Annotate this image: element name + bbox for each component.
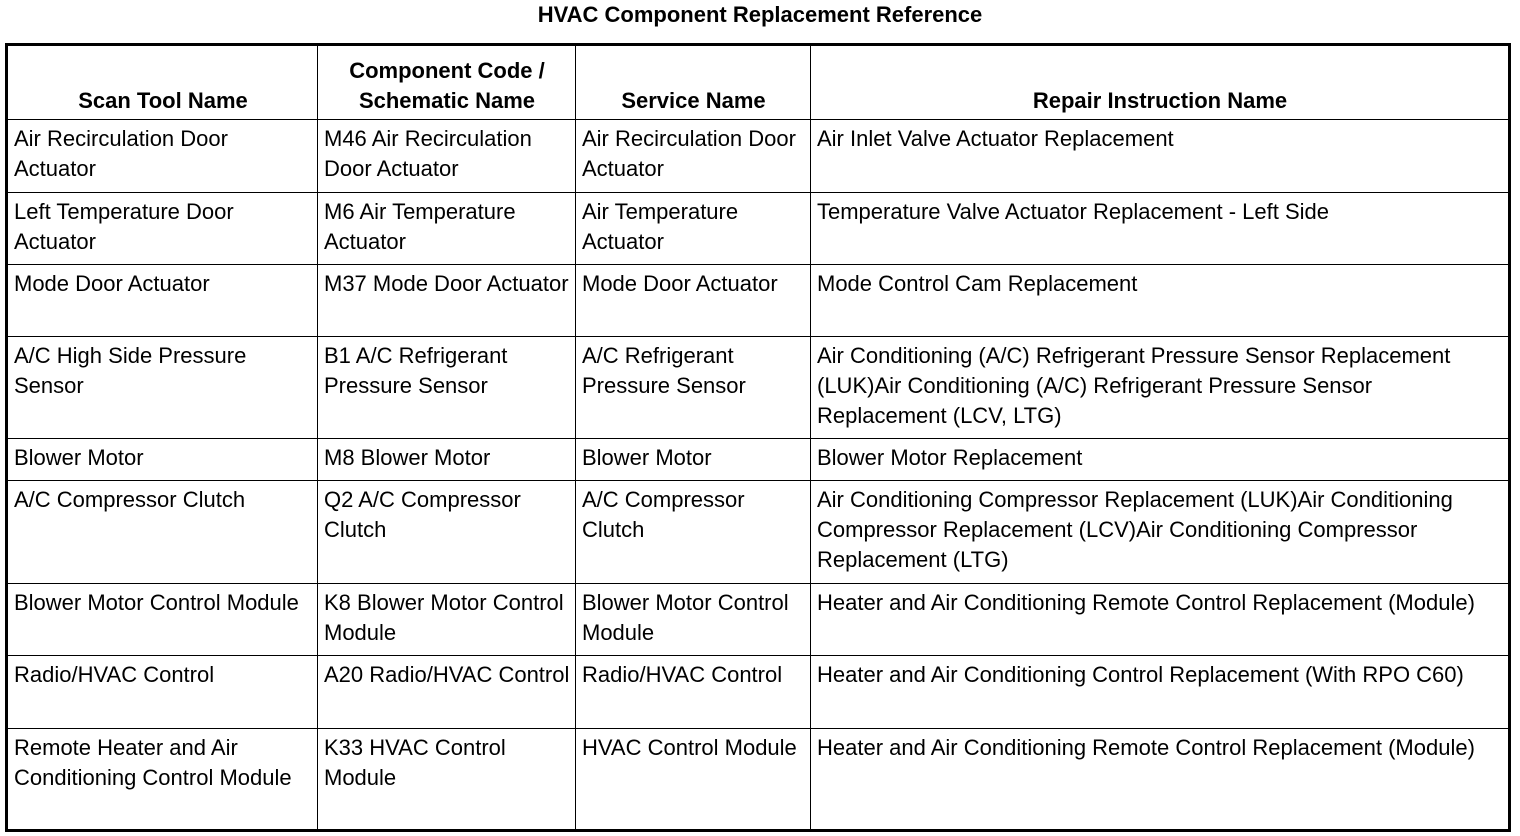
cell-repair-instruction: Heater and Air Conditioning Remote Control Replacement (Module) xyxy=(811,584,1510,656)
cell-component-code: M37 Mode Door Actuator xyxy=(318,265,576,337)
cell-repair-instruction: Air Conditioning (A/C) Refrigerant Pressure Sensor Replacement (LUK)Air Conditioning (A/C) Refrigerant Pressure Sensor Replacement (LCV, LTG) xyxy=(811,337,1510,439)
cell-service-name: A/C Compressor Clutch xyxy=(576,481,811,584)
cell-component-code: K8 Blower Motor Control Module xyxy=(318,584,576,656)
cell-scan-tool-name: Blower Motor xyxy=(7,439,318,481)
header-scan-tool-name: Scan Tool Name xyxy=(7,45,318,120)
cell-component-code: M46 Air Recirculation Door Actuator xyxy=(318,120,576,193)
cell-scan-tool-name: A/C Compressor Clutch xyxy=(7,481,318,584)
cell-scan-tool-name: Mode Door Actuator xyxy=(7,265,318,337)
cell-service-name: A/C Refrigerant Pressure Sensor xyxy=(576,337,811,439)
cell-service-name: Blower Motor xyxy=(576,439,811,481)
table-row xyxy=(7,265,1510,337)
hvac-reference-table xyxy=(5,43,1511,832)
cell-service-name: Mode Door Actuator xyxy=(576,265,811,337)
table-row xyxy=(7,584,1510,656)
cell-scan-tool-name: Blower Motor Control Module xyxy=(7,584,318,656)
cell-scan-tool-name: Radio/HVAC Control xyxy=(7,656,318,729)
cell-service-name: Radio/HVAC Control xyxy=(576,656,811,729)
cell-service-name: Air Temperature Actuator xyxy=(576,193,811,265)
table-row xyxy=(7,656,1510,729)
header-component-code: Component Code / Schematic Name xyxy=(318,45,576,120)
cell-repair-instruction: Blower Motor Replacement xyxy=(811,439,1510,481)
table-row xyxy=(7,337,1510,439)
cell-scan-tool-name: Left Temperature Door Actuator xyxy=(7,193,318,265)
cell-service-name: Blower Motor Control Module xyxy=(576,584,811,656)
cell-repair-instruction: Air Inlet Valve Actuator Replacement xyxy=(811,120,1510,193)
document-title: HVAC Component Replacement Reference xyxy=(537,2,983,27)
cell-component-code: M6 Air Temperature Actuator xyxy=(318,193,576,265)
table-row xyxy=(7,439,1510,481)
cell-scan-tool-name: A/C High Side Pressure Sensor xyxy=(7,337,318,439)
header-service-name: Service Name xyxy=(576,45,811,120)
cell-scan-tool-name: Remote Heater and Air Conditioning Control Module xyxy=(7,729,318,831)
cell-component-code: B1 A/C Refrigerant Pressure Sensor xyxy=(318,337,576,439)
cell-repair-instruction: Heater and Air Conditioning Control Replacement (With RPO C60) xyxy=(811,656,1510,729)
cell-service-name: Air Recirculation Door Actuator xyxy=(576,120,811,193)
header-repair-instruction-name: Repair Instruction Name xyxy=(811,45,1510,120)
cell-component-code: K33 HVAC Control Module xyxy=(318,729,576,831)
cell-repair-instruction: Air Conditioning Compressor Replacement (LUK)Air Conditioning Compressor Replacement (LCV)Air Conditioning Compressor Replacement (LTG) xyxy=(811,481,1510,584)
cell-repair-instruction: Heater and Air Conditioning Remote Control Replacement (Module) xyxy=(811,729,1510,831)
table-row xyxy=(7,729,1510,831)
cell-component-code: Q2 A/C Compressor Clutch xyxy=(318,481,576,584)
table-header-row xyxy=(7,45,1510,120)
table-row xyxy=(7,120,1510,193)
cell-component-code: M8 Blower Motor xyxy=(318,439,576,481)
cell-repair-instruction: Temperature Valve Actuator Replacement - Left Side xyxy=(811,193,1510,265)
cell-service-name: HVAC Control Module xyxy=(576,729,811,831)
cell-scan-tool-name: Air Recirculation Door Actuator xyxy=(7,120,318,193)
cell-repair-instruction: Mode Control Cam Replacement xyxy=(811,265,1510,337)
table-row xyxy=(7,193,1510,265)
cell-component-code: A20 Radio/HVAC Control xyxy=(318,656,576,729)
table-row xyxy=(7,481,1510,584)
